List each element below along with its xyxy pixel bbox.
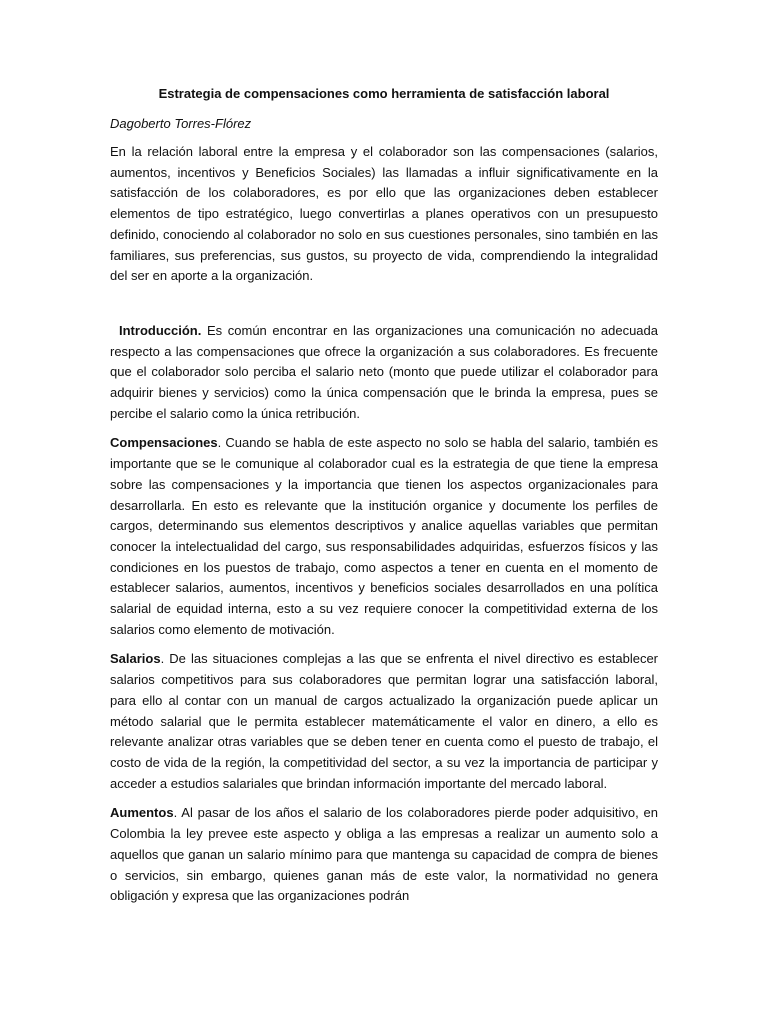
aumentos-text: . Al pasar de los años el salario de los colaboradores pierde poder adquisitivo, en Colombia la ley prevee este aspecto y obliga a las empresas a realizar un aumento solo a aquellos que ganan un salario mínimo para que mantenga su capacidad de compra de bienes o servicios, sin embargo, quienes ganan más de este valor, la normatividad no genera obligación y expresa que las organizaciones podrán — [110, 805, 658, 904]
aumentos-paragraph — [110, 803, 658, 907]
compensaciones-heading: Compensaciones — [110, 435, 218, 451]
introduction-paragraph — [110, 321, 658, 425]
introduction-text: Es común encontrar en las organizaciones una comunicación no adecuada respecto a las compensaciones que ofrece la organización a sus colaboradores. Es frecuente que el colaborador solo perciba el salario neto (monto que puede utilizar el colaborador para adquirir bienes y servicios) como la única compensación que le brinda la empresa, pues se percibe el salario como la única retribución. — [110, 322, 658, 421]
salarios-heading: Salarios — [110, 651, 161, 667]
introduction-heading: Introducción. — [119, 322, 202, 338]
salarios-paragraph — [110, 649, 658, 794]
salarios-text: . De las situaciones complejas a las que se enfrenta el nivel directivo es establecer salarios competitivos para sus colaboradores que permitan lograr una satisfacción laboral, para ello al contar con un manual de cargos actualizado la organización puede aplicar un método salarial que le permita establecer matemáticamente el valor en dinero, a ello es relevante analizar otras variables que se deben tener en cuenta como el puesto de trabajo, el costo de vida de la región, la competitividad del sector, a su vez la importancia de participar y acceder a estudios salariales que brindan información importante del mercado laboral. — [110, 651, 658, 791]
document-content — [110, 84, 658, 907]
document-title: Estrategia de compensaciones como herramienta de satisfacción laboral — [158, 86, 610, 101]
compensaciones-text: . Cuando se habla de este aspecto no solo se habla del salario, también es importante que se le comunique al colaborador cual es la estrategia de que tiene la empresa sobre las compensaciones y la importancia que tienen los aspectos organizacionales para desarrollarla. En esto es relevante que la institución organice y documente los perfiles de cargos, determinando sus elementos descriptivos y analice aquellas variables que permitan conocer la intelectualidad del cargo, sus responsabilidades adquiridas, esfuerzos físicos y las condiciones en los puestos de trabajo, como aspectos a tener en cuenta en el momento de establecer salarios, aumentos, incentivos y beneficios sociales desarrollados en una política salarial de equidad interna, esto a su vez requiere conocer la competitividad externa de los salarios como elemento de motivación. — [110, 435, 658, 637]
abstract-paragraph: En la relación laboral entre la empresa y el colaborador son las compensaciones (salarios, aumentos, incentivos y Beneficios Sociales) las llamadas a influir significativamente en la satisfacción de los colaboradores, es por ello que las organizaciones deben establecer elementos de tipo estratégico, luego convertirlas a planes operativos con un presupuesto definido, conociendo al colaborador no solo en sus cuestiones personales, sino también en las familiares, sus preferencias, sus gustos, su proyecto de vida, comprendiendo la integralidad del ser en aporte a la organización. — [110, 144, 658, 284]
author-name: Dagoberto Torres-Flórez — [110, 116, 252, 131]
aumentos-heading: Aumentos — [110, 805, 174, 821]
compensaciones-paragraph — [110, 433, 658, 640]
